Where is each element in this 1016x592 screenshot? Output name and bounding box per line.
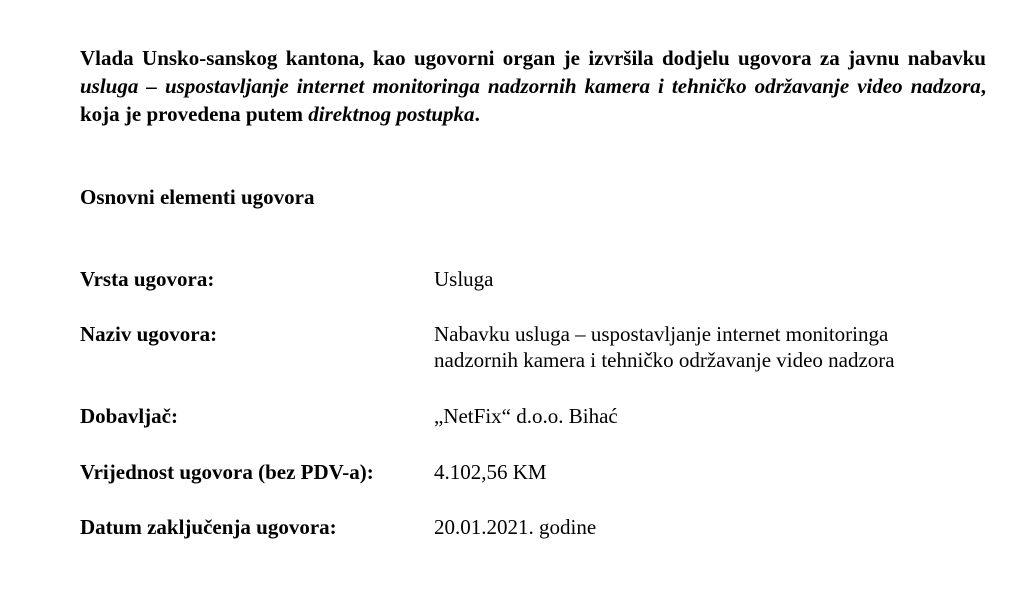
contract-date-value: 20.01.2021. godine <box>434 515 597 539</box>
intro-text-part2: , koja je provedena putem <box>80 74 986 126</box>
contract-name-value <box>434 321 994 373</box>
intro-subject: usluga – uspostavljanje internet monitoringa nadzornih kamera i tehničko održavanje video nadzora <box>80 74 981 98</box>
contract-name-label: Naziv ugovora: <box>80 322 218 346</box>
supplier-label: Dobavljač: <box>80 404 178 428</box>
supplier-value: „NetFix“ d.o.o. Bihać <box>434 404 618 428</box>
contract-type-label: Vrsta ugovora: <box>80 267 215 291</box>
contract-type-value: Usluga <box>434 267 494 291</box>
intro-procedure: direktnog postupka <box>308 102 475 126</box>
section-title: Osnovni elementi ugovora <box>80 185 315 209</box>
contract-value-amount: 4.102,56 KM <box>434 460 547 484</box>
contract-value-label: Vrijednost ugovora (bez PDV-a): <box>80 460 374 484</box>
contract-date-label: Datum zaključenja ugovora: <box>80 515 337 539</box>
intro-text-part1: Vlada Unsko-sanskog kantona, kao ugovorni organ je izvršila dodjelu ugovora za javnu nabavku <box>80 46 986 70</box>
contract-name-line2: nadzornih kamera i tehničko održavanje video nadzora <box>434 348 895 372</box>
intro-text-part3: . <box>474 102 480 126</box>
intro-paragraph <box>80 44 986 128</box>
contract-name-line1: Nabavku usluga – uspostavljanje internet monitoringa <box>434 322 889 346</box>
